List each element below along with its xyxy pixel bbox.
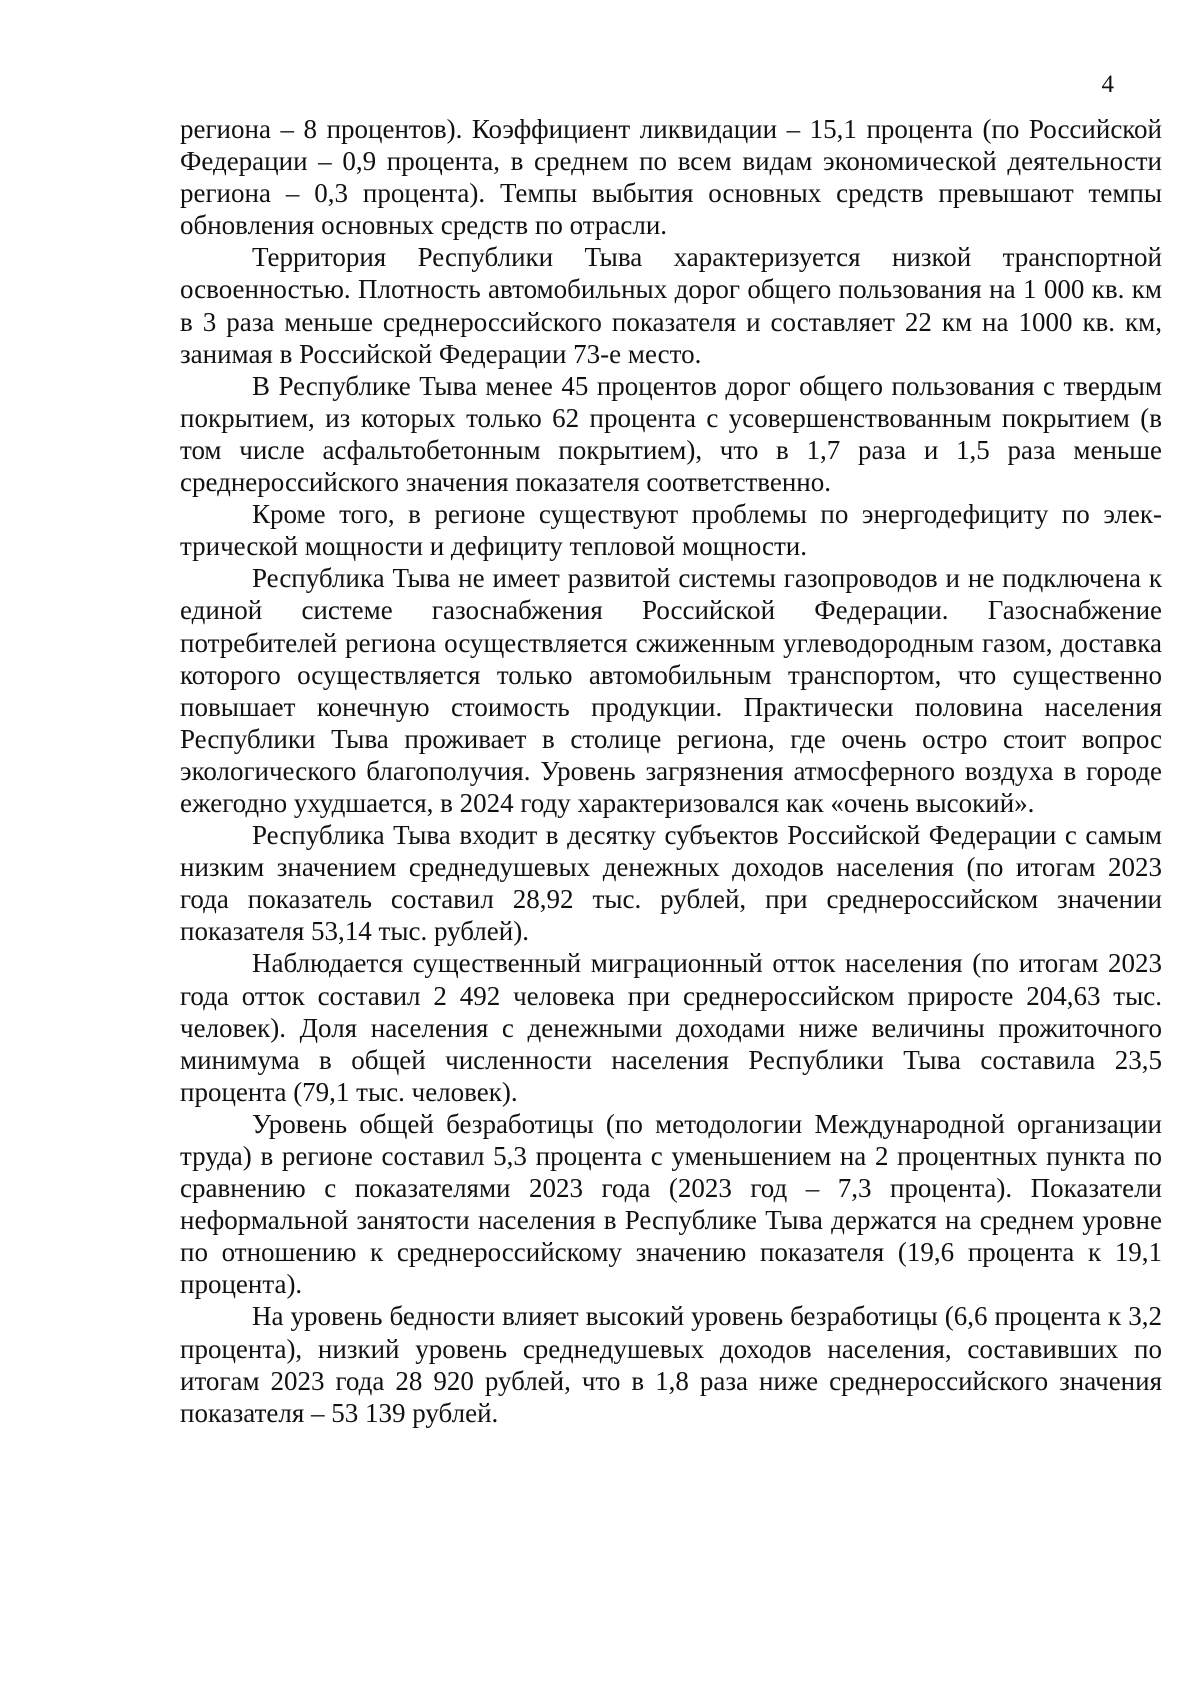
paragraph-energy-deficit: Кроме того, в регионе существуют проблемы по энергодефициту по электрической мощности и дефициту тепловой мощности. bbox=[180, 499, 1162, 562]
paragraph-migration: Наблюдается существенный миграционный отток населения (по итогам 2023 года отток составил 2 492 человека при среднероссийском приросте 204,63 тыс. человек). Доля населения с денежными доходами ниже величины прожиточного минимума в общей численности населения Республики Тыва составила 23,5 процента (79,1 тыс. человек). bbox=[180, 948, 1162, 1107]
page-number: 4 bbox=[1101, 71, 1114, 98]
paragraph-gas-supply: Республика Тыва не имеет развитой системы газопроводов и не подключена к единой системе газоснабжения Российской Федерации. Газоснабжение потребителей региона осуществляется сжиженным углеводородным газом, доставка которого осуществляется только автомобильным транспортом, что существенно повышает конечную стоимость продукции. Практически половина населения Республики Тыва проживает в столице региона, где очень остро стоит вопрос экологического благополучия. Уровень загрязнения атмосферного воздуха в городе ежегодно ухудшается, в 2024 году характеризовался как «очень высокий». bbox=[180, 563, 1162, 818]
document-body bbox=[180, 113, 1162, 1429]
paragraph-transport-development: Территория Республики Тыва характеризуется низкой транспортной освоенностью. Плотность автомобильных дорог общего пользования на 1 000 кв. км в 3 раза меньше среднероссийского показателя и составляет 22 км на 1000 кв. км, занимая в Российской Федерации 73-е место. bbox=[180, 242, 1162, 369]
paragraph-liquidation-coefficient: региона – 8 процентов). Коэффициент ликвидации – 15,1 процента (по Российской Федерации – 0,9 процента, в среднем по всем видам экономической деятельности региона – 0,3 процента). Темпы выбытия основных средств превышают темпы обновления основных средств по отрасли. bbox=[180, 114, 1162, 241]
paragraph-poverty: На уровень бедности влияет высокий уровень безработицы (6,6 процента к 3,2 процента), низкий уровень среднедушевых доходов населения, составивших по итогам 2023 года 28 920 рублей, что в 1,8 раза ниже среднероссийского значения показателя – 53 139 рублей. bbox=[180, 1301, 1162, 1428]
paragraph-income-level: Республика Тыва входит в десятку субъектов Российской Федерации с самым низким значением среднедушевых денежных доходов населения (по итогам 2023 года показатель составил 28,92 тыс. рублей, при среднероссийском значении показателя 53,14 тыс. рублей). bbox=[180, 820, 1162, 947]
paragraph-unemployment: Уровень общей безработицы (по методологии Международной организации труда) в регионе составил 5,3 процента с уменьшением на 2 процентных пункта по сравнению с показателями 2023 года (2023 год – 7,3 процента). Показатели неформальной занятости населения в Республике Тыва держатся на среднем уровне по отношению к среднероссийскому значению показателя (19,6 процента к 19,1 процента). bbox=[180, 1108, 1162, 1300]
paragraph-road-surface: В Республике Тыва менее 45 процентов дорог общего пользования с твердым покрытием, из которых только 62 процента с усовершенствованным покрытием (в том числе асфальтобетонным покрытием), что в 1,7 раза и 1,5 раза меньше среднероссийского значения показателя соответственно. bbox=[180, 370, 1162, 498]
